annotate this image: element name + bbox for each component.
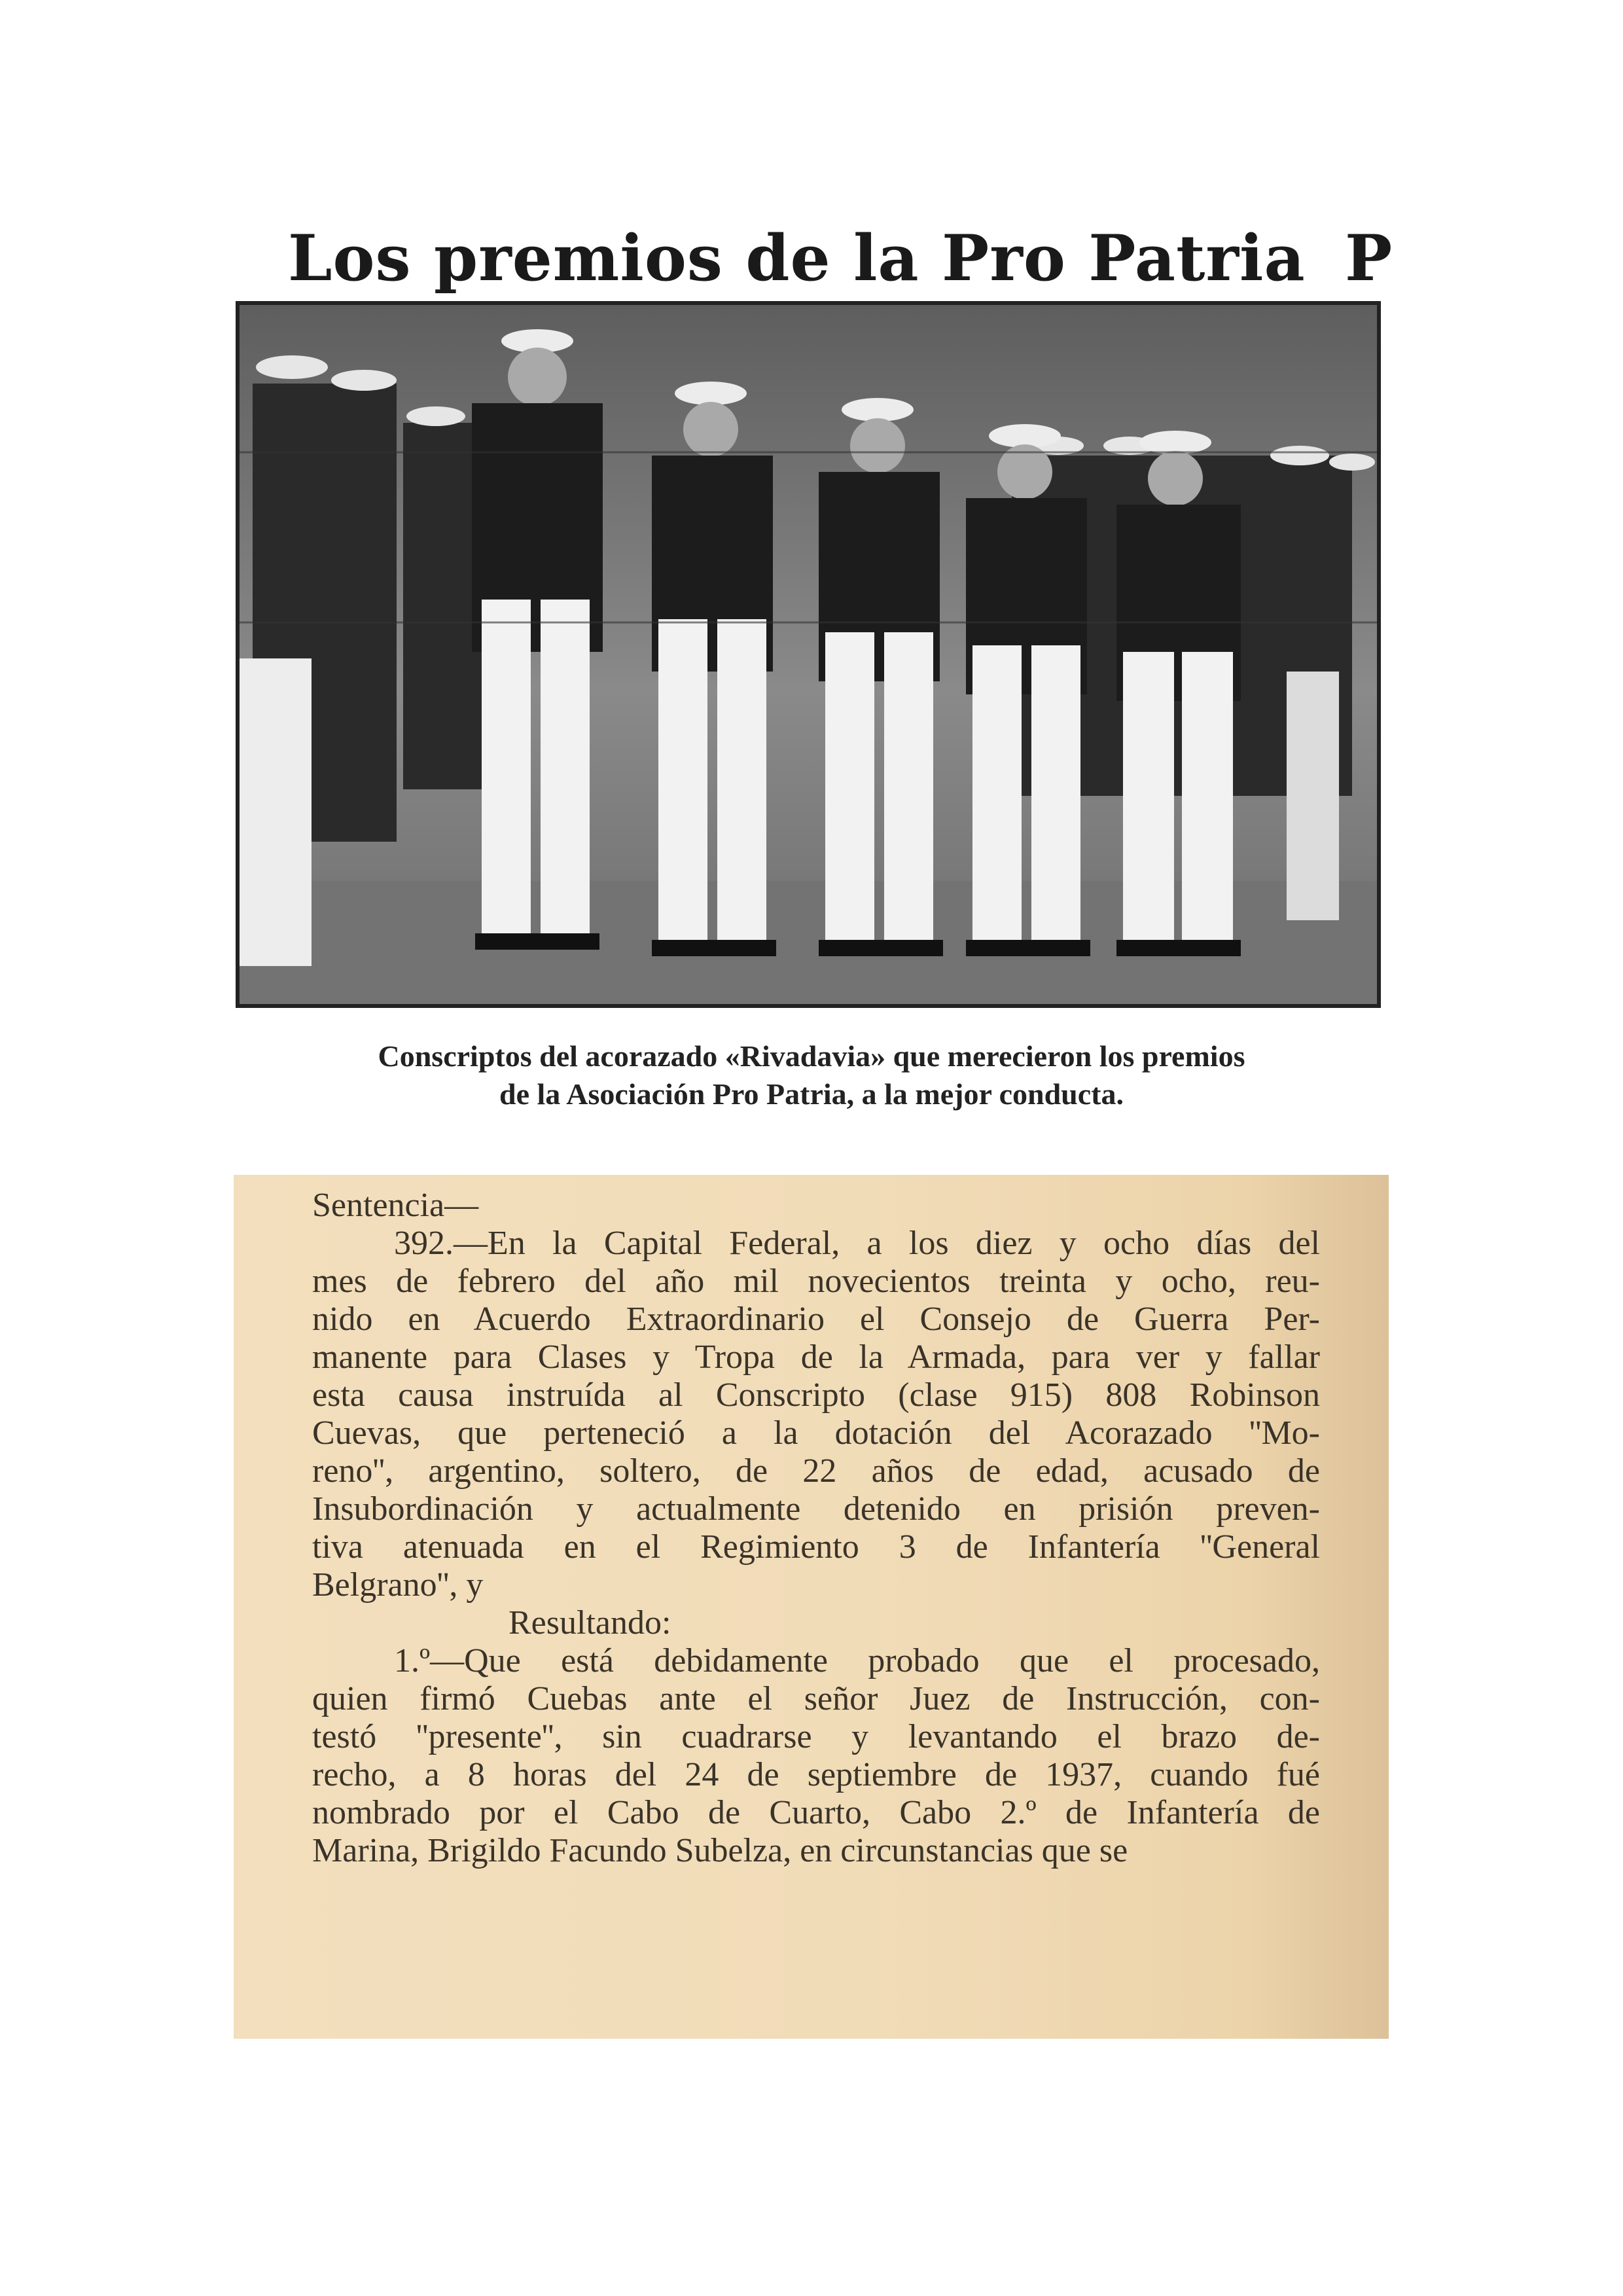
text-line: esta causa instruída al Conscripto (clase 915) 808 Robinson [312, 1376, 1320, 1414]
resultando-heading: Resultando: [508, 1604, 671, 1641]
text-line: manente para Clases y Tropa de la Armada, para ver y fallar [312, 1338, 1320, 1376]
text-line: Cuevas, que perteneció a la dotación del Acorazado ''Mo- [312, 1414, 1320, 1452]
headline-cut-fragment: P [1345, 221, 1393, 295]
sailors-group-photo [236, 301, 1381, 1008]
caption-line-2: de la Asociación Pro Patria, a la mejor conducta. [499, 1077, 1124, 1111]
text-line: nombrado por el Cabo de Cuarto, Cabo 2.º de Infantería de [312, 1794, 1320, 1831]
text-line: reno'', argentino, soltero, de 22 años de edad, acusado de [312, 1452, 1320, 1490]
text-line: Insubordinación y actualmente detenido en prisión preven- [312, 1490, 1320, 1528]
text-line: quien firmó Cuebas ante el señor Juez de Instrucción, con- [312, 1680, 1320, 1717]
scanned-document-page [234, 1175, 1389, 2039]
paragraph-2 [312, 1642, 1320, 1870]
headline: Los premios de la Pro Patria [288, 221, 1306, 295]
caption-line-1: Conscriptos del acorazado «Rivadavia» que merecieron los premios [378, 1039, 1245, 1073]
photo-caption [242, 1037, 1381, 1113]
text-line: Marina, Brigildo Facundo Subelza, en circunstancias que se [312, 1832, 1128, 1869]
text-line: mes de febrero del año mil novecientos treinta y ocho, reu- [312, 1263, 1320, 1300]
text-line: 392.—En la Capital Federal, a los diez y ocho días del [394, 1225, 1320, 1262]
text-line: 1.º—Que está debidamente probado que el procesado, [394, 1642, 1320, 1679]
text-line: recho, a 8 horas del 24 de septiembre de 1937, cuando fué [312, 1756, 1320, 1793]
section-title: Sentencia— [312, 1187, 479, 1224]
paragraph-1 [312, 1225, 1320, 1604]
text-line: Belgrano'', y [312, 1566, 484, 1604]
text-line: tiva atenuada en el Regimiento 3 de Infantería ''General [312, 1528, 1320, 1566]
text-line: nido en Acuerdo Extraordinario el Consejo de Guerra Per- [312, 1300, 1320, 1338]
text-line: testó ''presente'', sin cuadrarse y levantando el brazo de- [312, 1718, 1320, 1755]
